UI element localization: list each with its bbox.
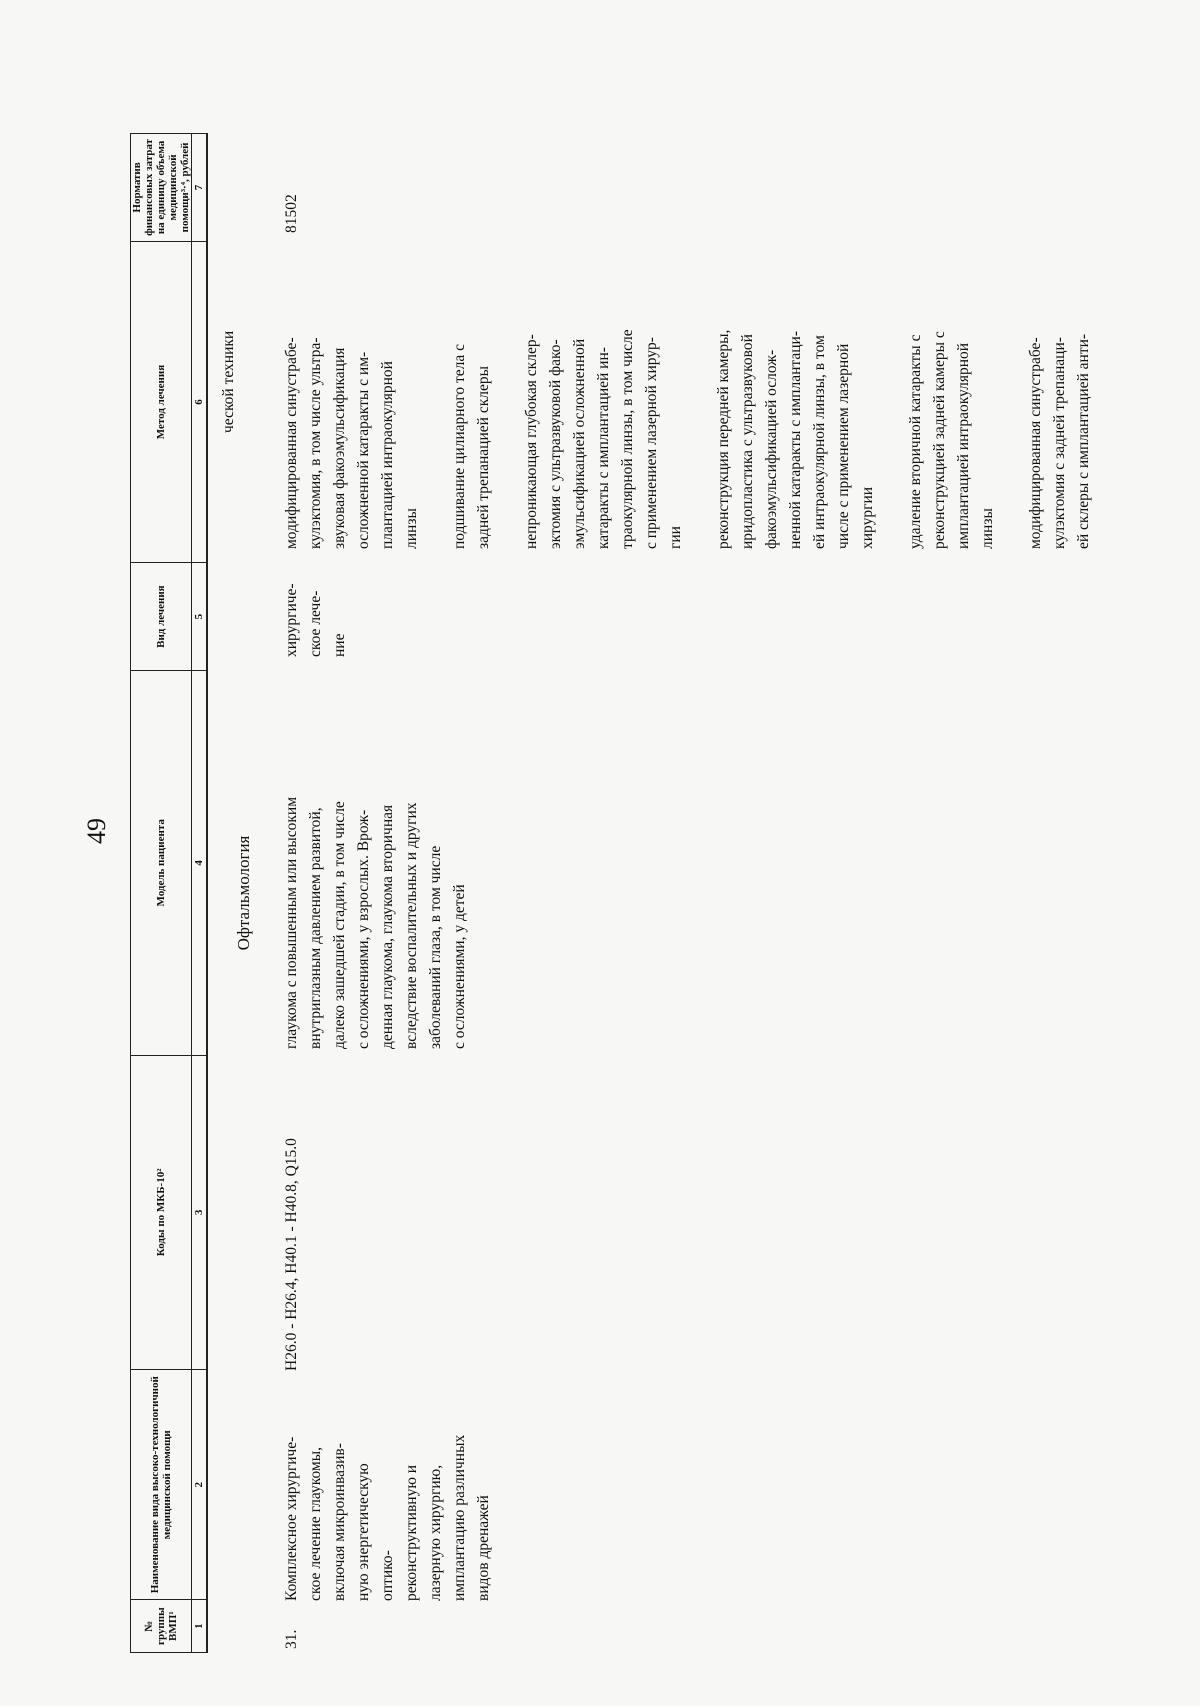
column-number: 4 [192,671,208,1055]
section-title: Офтальмология [234,835,253,951]
icd-codes [280,1051,304,1371]
column-number: 3 [192,1055,208,1370]
column-number: 7 [192,134,208,242]
rotated-table-page [130,133,1200,1653]
group-number-text: 31. [283,1629,300,1649]
cost-norm-value: 81502 [283,194,300,233]
header-treatment-method: Метод лечения [131,241,192,562]
header-patient-model: Модель пациента [131,671,192,1055]
column-number: 5 [192,563,208,671]
treatment-methods [280,237,1120,549]
vmp-table [130,133,208,1653]
column-number: 1 [192,1600,208,1653]
cost-norm [280,133,304,233]
header-care-name: Наименование вида высоко-технологичной медицинской помощи [131,1370,192,1600]
treatment-type [280,553,352,657]
icd-codes-text: H26.0 - H26.4, H40.1 - H40.8, Q15.0 [283,1138,300,1371]
treatment-method: подшивание цилиарного тела с задней трепанацией склеры [451,344,492,549]
patient-model-text: глаукома с повышенным или высоким внутриглазным давлением развитой, далеко зашедшей стадии, в том числе с осложнениями, у взрослых. Врож- денная глаукома, глаукома вторичная вследствие воспалительных и других заболеваний глаза, в том числе с осложнениями, у детей [283,796,468,1049]
column-number: 6 [192,241,208,562]
treatment-method: реконструкция передней камеры, иридопластика с ультразвуковой факоэмульсификацией ослож- ненной катаракты с имплантаци- ей интраокулярной линзы, в том числе с применением лазерной хирургии [715,329,876,549]
header-treatment-type: Вид лечения [131,563,192,671]
page-number: 49 [82,818,111,844]
treatment-type-text: хирургиче- ское лече- ние [283,583,348,657]
group-number [280,1609,304,1649]
header-icd-codes: Коды по МКБ-10² [131,1055,192,1370]
column-number: 2 [192,1370,208,1600]
treatment-method: удаление вторичной катаракты с реконструкцией задней камеры с имплантацией интраокулярной линзы [907,331,996,549]
header-cost-norm: Норматив финансовых затрат на единицу объема медицинской помощи³·⁴, рублей [131,134,192,242]
header-group-number: № группы ВМП¹ [131,1600,192,1653]
care-name-text: Комплексное хирургиче- ское лечение глаукомы, включая микроинвазив- ную энергетическую оптико- реконструктивную и лазерную хирургию, имплантацию различных видов дренажей [283,1434,492,1601]
treatment-method: модифицированная синустрабе- кулэктомия, в том числе ультра- звуковая факоэмульсификация осложненной катаракты с им- плантацией интраокулярной линзы [283,337,420,549]
column-number-row [192,134,208,1653]
treatment-method: непроникающая глубокая склер- эктомия с ультразвуковой фако- эмульсификацией осложненной катаракты с имплантацией ин- траокулярной линзы, в том числе с применением лазерной хирур- гии [523,329,684,549]
patient-model [280,659,472,1049]
table-header-row [131,134,192,1653]
previous-row-continuation: ческой техники [220,330,237,433]
treatment-method: модифицированная синустрабе- кулэктомия с задней трепанаци- ей склеры с имплантацией анти- [1027,333,1092,549]
care-name [280,1371,496,1601]
